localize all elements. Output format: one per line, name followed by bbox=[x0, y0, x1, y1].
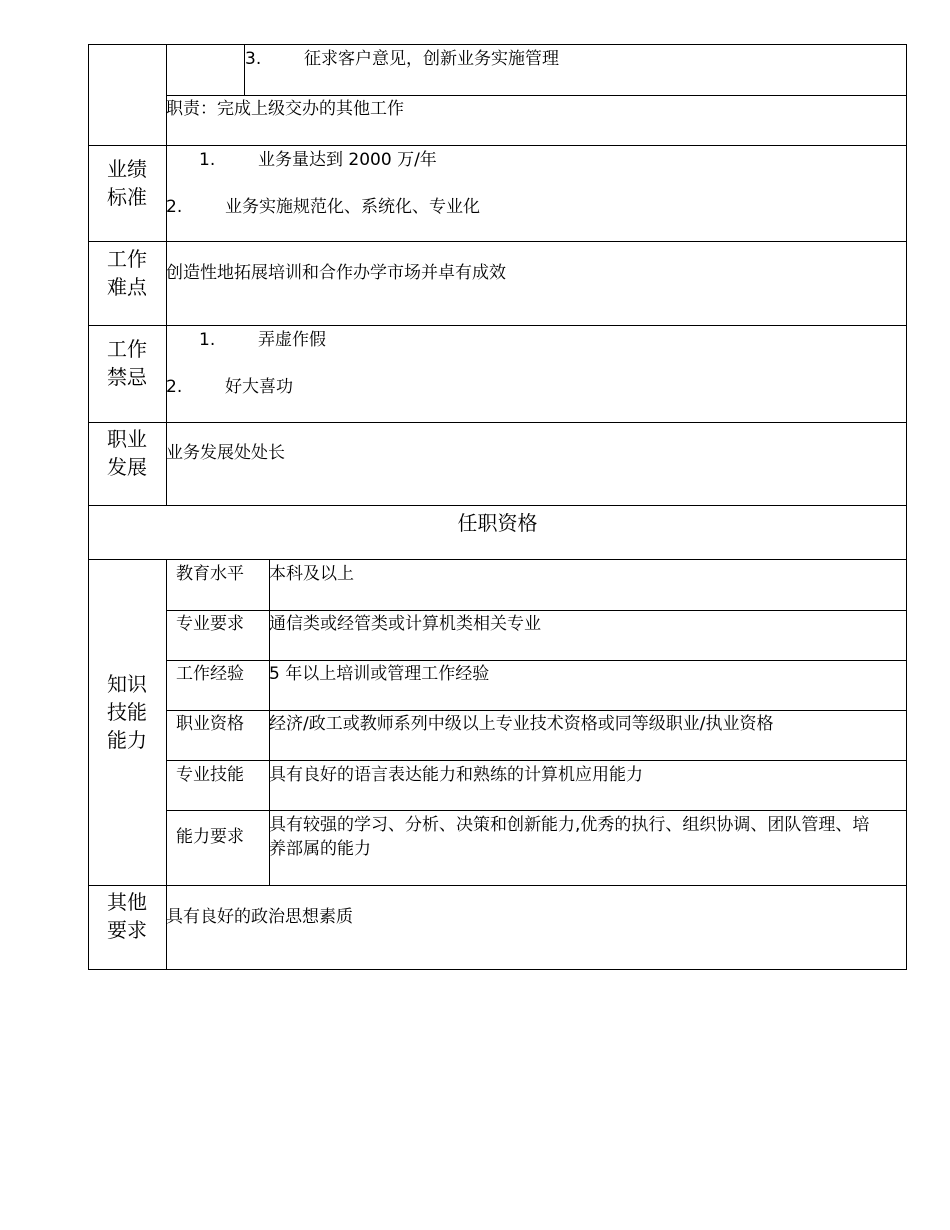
skill-value: 具有较强的学习、分析、决策和创新能力,优秀的执行、组织协调、团队管理、培养部属的能力 bbox=[269, 815, 870, 859]
performance-item-text: 业务实施规范化、系统化、专业化 bbox=[225, 197, 480, 217]
skill-key: 能力要求 bbox=[176, 827, 244, 847]
row-divider bbox=[166, 810, 907, 811]
career-label: 职业 发展 bbox=[107, 427, 147, 479]
row-divider bbox=[88, 145, 907, 146]
skill-value: 5 年以上培训或管理工作经验 bbox=[269, 664, 490, 684]
skill-value: 本科及以上 bbox=[269, 564, 354, 584]
difficulty-text: 创造性地拓展培训和合作办学市场并卓有成效 bbox=[166, 263, 506, 283]
skill-value: 经济/政工或教师系列中级以上专业技术资格或同等级职业/执业资格 bbox=[269, 714, 774, 734]
row-divider bbox=[166, 610, 907, 611]
prohibition-item-number: 1. bbox=[199, 330, 216, 350]
duty-item-text: 征求客户意见，创新业务实施管理 bbox=[304, 49, 559, 69]
row-divider bbox=[166, 710, 907, 711]
row-divider bbox=[88, 422, 907, 423]
skill-value: 具有良好的语言表达能力和熟练的计算机应用能力 bbox=[269, 765, 643, 785]
row-divider bbox=[166, 760, 907, 761]
prohibition-item-text: 弄虚作假 bbox=[258, 330, 326, 350]
prohibitions-label: 工作 禁忌 bbox=[107, 337, 147, 389]
performance-label: 业绩 标准 bbox=[107, 157, 147, 209]
other-text: 具有良好的政治思想素质 bbox=[166, 907, 353, 927]
row-divider bbox=[88, 505, 907, 506]
row-divider bbox=[166, 95, 907, 96]
skill-key: 教育水平 bbox=[176, 564, 244, 584]
row-divider bbox=[88, 559, 907, 560]
other-label: 其他 要求 bbox=[107, 890, 147, 942]
performance-item-number: 2. bbox=[166, 197, 183, 217]
row-divider bbox=[88, 885, 907, 886]
prohibition-item-number: 2. bbox=[166, 377, 183, 397]
other-duty-text: 职责：完成上级交办的其他工作 bbox=[166, 99, 404, 119]
skills-label: 知识 技能 能力 bbox=[107, 672, 147, 752]
difficulty-label: 工作 难点 bbox=[107, 247, 147, 299]
skill-value: 通信类或经管类或计算机类相关专业 bbox=[269, 614, 541, 634]
qualification-header: 任职资格 bbox=[457, 511, 538, 535]
skill-key: 专业技能 bbox=[176, 765, 244, 785]
performance-item-text: 业务量达到 2000 万/年 bbox=[258, 150, 437, 170]
row-divider bbox=[88, 241, 907, 242]
prohibition-item-text: 好大喜功 bbox=[225, 377, 293, 397]
duty-item-number: 3. bbox=[245, 49, 262, 69]
row-divider bbox=[88, 325, 907, 326]
skill-key: 职业资格 bbox=[176, 714, 244, 734]
skill-key: 工作经验 bbox=[176, 664, 244, 684]
performance-item-number: 1. bbox=[199, 150, 216, 170]
row-divider bbox=[166, 660, 907, 661]
career-text: 业务发展处处长 bbox=[166, 443, 285, 463]
skill-key: 专业要求 bbox=[176, 614, 244, 634]
